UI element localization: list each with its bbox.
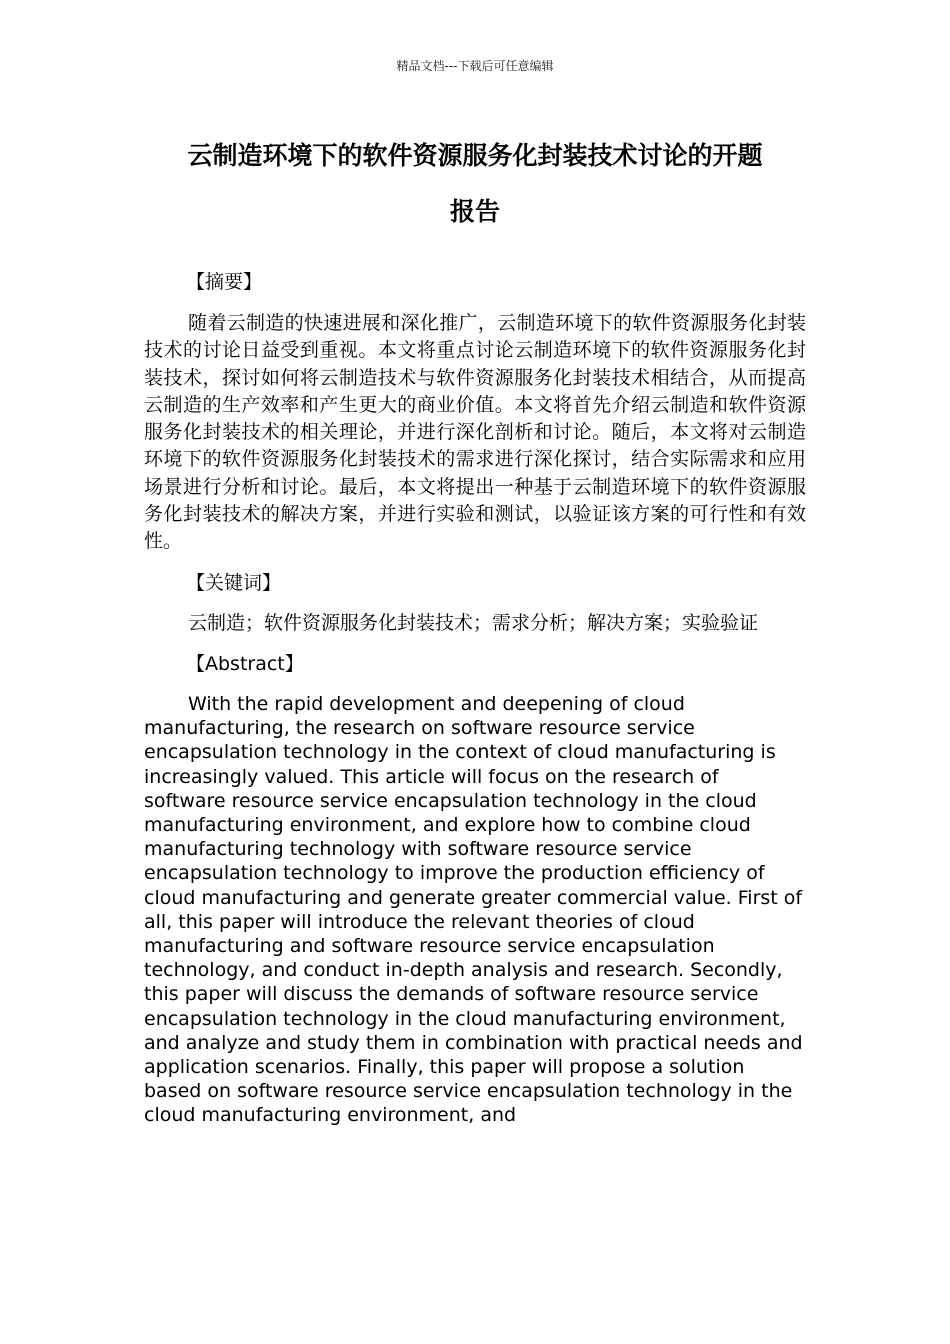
document-title-line-2: 报告 xyxy=(449,197,500,226)
keywords-zh-paragraph: 云制造；软件资源服务化封装技术；需求分析；解决方案；实验验证 xyxy=(188,611,759,634)
page-header: 精品文档---下载后可任意编辑 xyxy=(396,59,554,73)
document-body xyxy=(144,268,806,1128)
abstract-en-paragraph: With the rapid development and deepening of cloud manufacturing, the research on software resource service encapsulation technology in the context of cloud manufacturing is increasingly valued. This article will focus on the research of software resource service encapsulation technology in the cloud manufacturing environment, and explore how to combine cloud manufacturing technology with software resource service encapsulation technology to improve the production efficiency of cloud manufacturing and generate greater commercial value. First of all, this paper will introduce the relevant theories of cloud manufacturing and software resource service encapsulation technology, and conduct in-depth analysis and research. Secondly, this paper will discuss the demands of software resource service encapsulation technology in the cloud manufacturing environment, and analyze and study them in combination with practical needs and application scenarios. Finally, this paper will propose a solution based on software resource service encapsulation technology in the cloud manufacturing environment, and xyxy=(144,692,803,1127)
abstract-zh-heading: 【摘要】 xyxy=(186,271,263,293)
document-title-line-1: 云制造环境下的软件资源服务化封装技术讨论的开题 xyxy=(187,141,763,170)
abstract-en-heading: 【Abstract】 xyxy=(186,652,304,675)
document-title xyxy=(140,128,810,240)
keywords-zh-heading: 【关键词】 xyxy=(186,571,282,594)
abstract-zh-paragraph: 随着云制造的快速进展和深化推广，云制造环境下的软件资源服务化封装技术的讨论日益受到重视。本文将重点讨论云制造环境下的软件资源服务化封装技术，探讨如何将云制造技术与软件资源服务化封装技术相结合，从而提高云制造的生产效率和产生更大的商业价值。本文将首先介绍云制造和软件资源服务化封装技术的相关理论，并进行深化剖析和讨论。随后，本文将对云制造环境下的软件资源服务化封装技术的需求进行深化探讨，结合实际需求和应用场景进行分析和讨论。最后，本文将提出一种基于云制造环境下的软件资源服务化封装技术的解决方案，并进行实验和测试，以验证该方案的可行性和有效性。 xyxy=(144,312,806,553)
